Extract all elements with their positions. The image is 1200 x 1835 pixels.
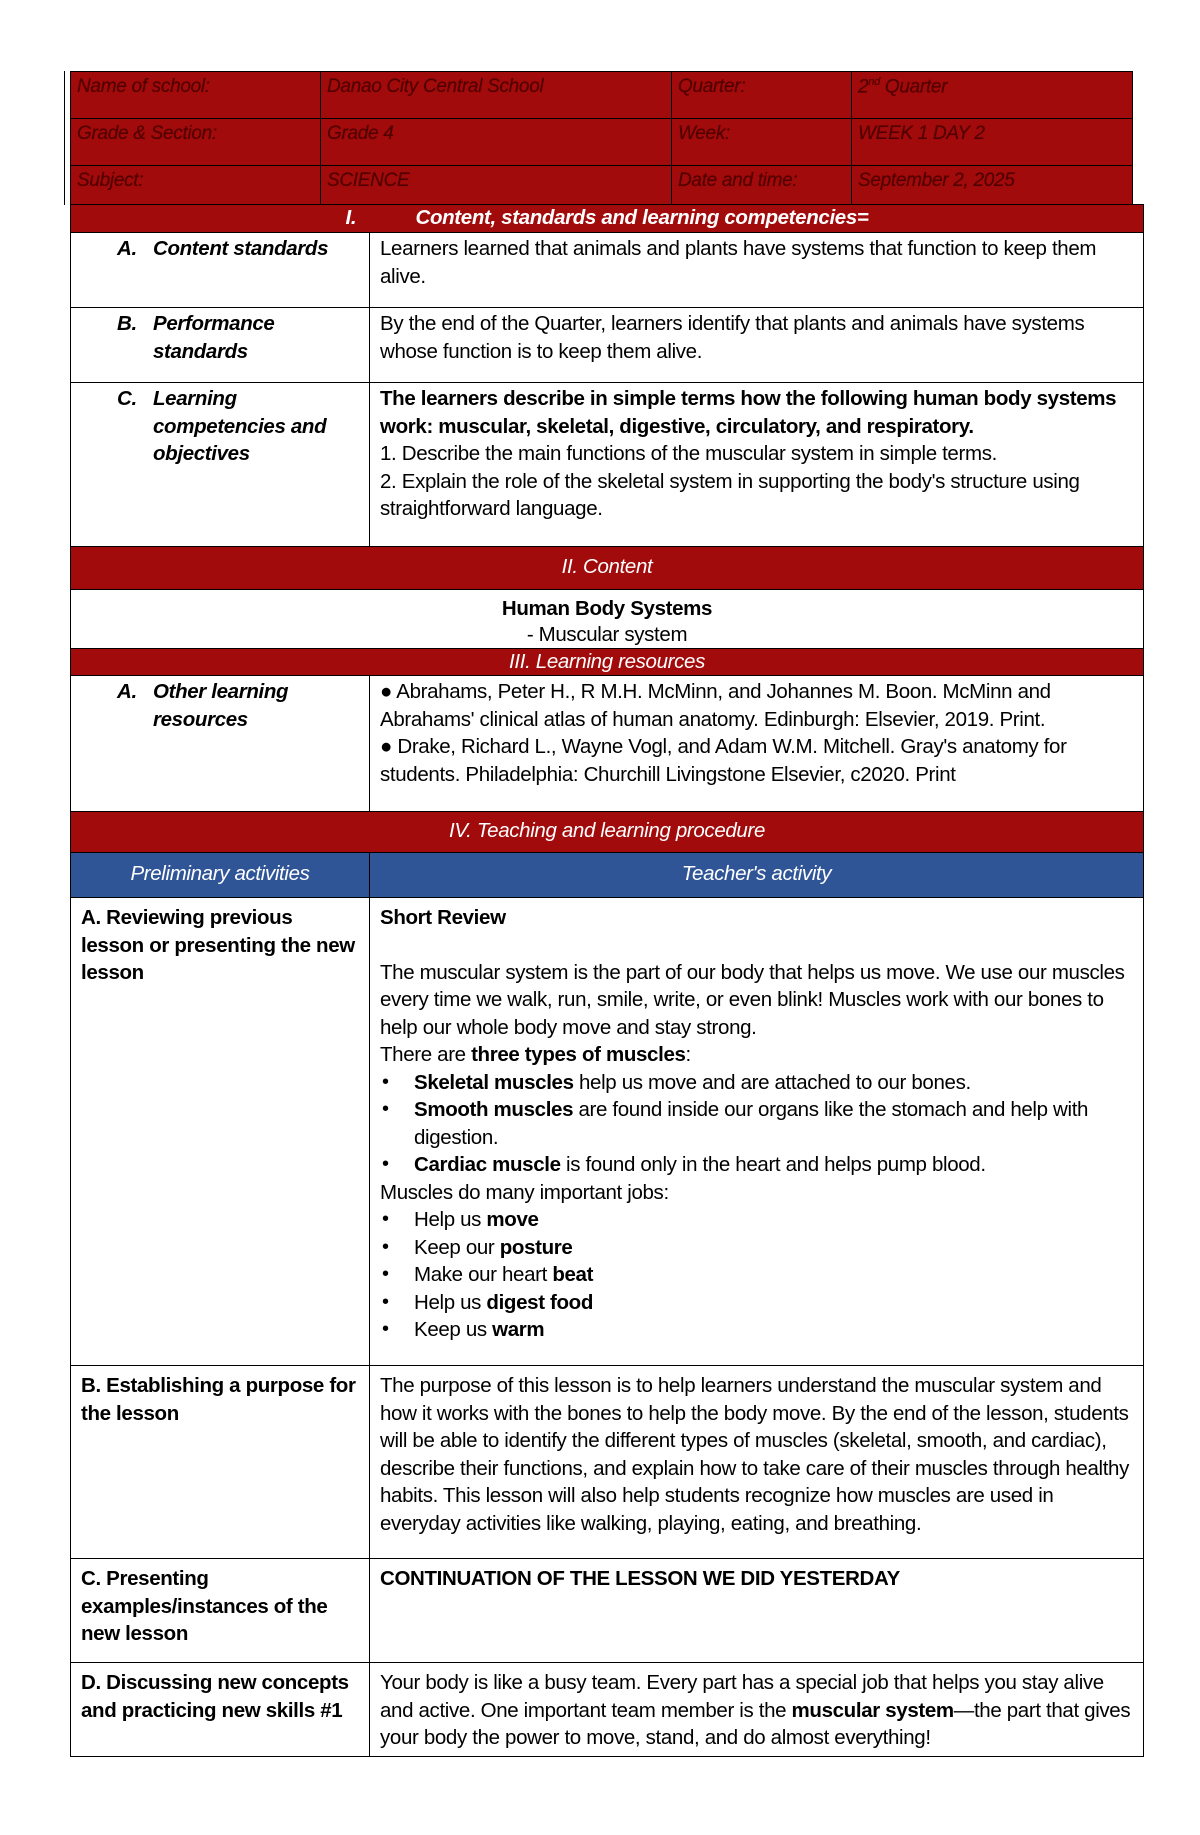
muscle-type-desc: is found only in the heart and helps pump blood. <box>560 1153 986 1176</box>
examples-row <box>71 1559 1144 1663</box>
job-bold: digest food <box>486 1290 594 1314</box>
discussion-bold: muscular system <box>791 1698 954 1722</box>
muscle-types-list <box>380 1069 1133 1179</box>
discussion-row <box>71 1663 1144 1757</box>
objective-1: 1. Describe the main functions of the muscular system in simple terms. <box>380 442 997 465</box>
section-1-title: Content, standards and learning competencies= <box>415 206 869 229</box>
list-item <box>380 1206 1133 1234</box>
list-item <box>380 1096 1133 1151</box>
list-item <box>380 1234 1133 1262</box>
job-pre: Make our heart <box>414 1263 553 1286</box>
job-bold: move <box>486 1208 539 1231</box>
section-4-band <box>71 812 1144 853</box>
job-bold: posture <box>499 1235 573 1259</box>
header-left-border <box>64 71 65 205</box>
quarter-word: Quarter <box>879 76 948 98</box>
types-bold: three types of muscles <box>471 1043 686 1066</box>
row-letter: B. <box>117 312 137 335</box>
content-subtopic: - Muscular system <box>526 623 688 646</box>
types-pre: There are <box>380 1043 472 1066</box>
school-value: Danao City Central School <box>321 72 672 119</box>
competency-statement: The learners describe in simple terms how the following human body systems work: muscular, skeletal, digestive, circulatory, and respiratory. <box>380 387 1117 438</box>
examples-text: CONTINUATION OF THE LESSON WE DID YESTERDAY <box>370 1559 1144 1663</box>
teachers-activity-header: Teacher's activity <box>370 853 1144 898</box>
section-3-band <box>71 649 1144 676</box>
purpose-row <box>71 1366 1144 1559</box>
types-post: : <box>685 1043 691 1066</box>
examples-label: C. Presenting examples/instances of the new lesson <box>71 1559 370 1663</box>
review-paragraph: The muscular system is the part of our body that helps us move. We use our muscles every time we walk, run, smile, write, or even blink! Muscles work with our bones to help our whole body move and stay strong. <box>380 960 1125 1039</box>
content-standards-row <box>71 233 1144 308</box>
week-label: Week: <box>672 119 852 166</box>
resources-label: Other learning resources <box>153 680 289 731</box>
performance-standards-row <box>71 308 1144 383</box>
procedure-header-row <box>71 853 1144 898</box>
list-item <box>380 1261 1133 1289</box>
job-pre: Help us <box>414 1208 487 1231</box>
lesson-plan-table <box>70 204 1144 1757</box>
purpose-text: The purpose of this lesson is to help learners understand the muscular system and how it works with the bones to help the body move. By the end of the lesson, students will be able to identify the different types of muscles (skeletal, smooth, and cardiac), describe their functions, and explain how to take care of their muscles through healthy habits. This lesson will also help students recognize how muscles are used in everyday activities like walking, playing, eating, and breathing. <box>370 1366 1144 1559</box>
row-letter: C. <box>117 387 137 410</box>
quarter-suffix: nd <box>868 76 880 88</box>
header-row-grade <box>71 119 1133 166</box>
section-1-band <box>71 205 1144 233</box>
spacer <box>380 932 1133 959</box>
section-2-title: II. Content <box>71 547 1144 590</box>
content-standards-text: Learners learned that animals and plants have systems that function to keep them alive. <box>370 233 1144 308</box>
competencies-row <box>71 383 1144 547</box>
muscle-type-desc: are found inside our organs like the stomach and help with digestion. <box>414 1098 1089 1149</box>
section-3-title: III. Learning resources <box>71 649 1144 676</box>
reference-1: ● Abrahams, Peter H., R M.H. McMinn, and Johannes M. Boon. McMinn and Abrahams' clinical atlas of human anatomy. Edinburgh: Elsevier, 2019. Print. <box>380 680 1051 731</box>
discussion-post: —the part that gives your body the power to move, stand, and do almost everything! <box>380 1698 1131 1749</box>
muscle-type-name: Skeletal muscles <box>414 1070 574 1094</box>
section-2-band <box>71 547 1144 590</box>
purpose-label: B. Establishing a purpose for the lesson <box>71 1366 370 1559</box>
job-pre: Keep us <box>414 1318 493 1341</box>
job-bold: warm <box>492 1318 545 1341</box>
performance-standards-label: Performance standards <box>153 312 275 363</box>
reference-2: ● Drake, Richard L., Wayne Vogl, and Adam W.M. Mitchell. Gray's anatomy for students. Philadelphia: Churchill Livingstone Elsevier, c2020. Print <box>380 735 1067 786</box>
muscle-type-name: Cardiac muscle <box>414 1153 561 1176</box>
discussion-label: D. Discussing new concepts and practicing new skills #1 <box>71 1663 370 1757</box>
jobs-intro: Muscles do many important jobs: <box>380 1180 669 1204</box>
section-1-numeral: I. <box>345 206 357 229</box>
job-pre: Help us <box>414 1290 487 1314</box>
list-item <box>380 1069 1133 1097</box>
short-review-heading: Short Review <box>380 906 506 929</box>
preliminary-activities-header: Preliminary activities <box>71 853 370 898</box>
list-item <box>380 1151 1133 1179</box>
review-row <box>71 898 1144 1366</box>
header-info-table <box>70 71 1133 213</box>
quarter-number: 2 <box>858 76 869 98</box>
job-pre: Keep our <box>414 1235 500 1259</box>
muscle-type-desc: help us move and are attached to our bones. <box>573 1070 971 1094</box>
review-label: A. Reviewing previous lesson or presenting the new lesson <box>71 898 370 1366</box>
discussion-pre: Your body is like a busy team. Every part has a special job that helps you stay alive and active. One important team member is the <box>380 1671 1104 1722</box>
muscle-jobs-list <box>380 1206 1133 1344</box>
grade-label: Grade & Section: <box>71 119 321 166</box>
quarter-value <box>852 72 1133 119</box>
header-row-school <box>71 72 1133 119</box>
subject-value: SCIENCE <box>321 166 672 213</box>
competencies-label: Learning competencies and objectives <box>153 387 327 465</box>
date-label: Date and time: <box>672 166 852 213</box>
quarter-label: Quarter: <box>672 72 852 119</box>
content-topic: Human Body Systems <box>501 597 713 620</box>
list-item <box>380 1316 1133 1344</box>
list-item <box>380 1289 1133 1317</box>
content-standards-label: Content standards <box>153 237 329 260</box>
grade-value: Grade 4 <box>321 119 672 166</box>
performance-standards-text: By the end of the Quarter, learners identify that plants and animals have systems whose function is to keep them alive. <box>370 308 1144 383</box>
row-letter: A. <box>117 237 137 260</box>
section-4-title: IV. Teaching and learning procedure <box>71 812 1144 853</box>
muscle-type-name: Smooth muscles <box>414 1098 574 1121</box>
resources-row <box>71 676 1144 812</box>
content-topic-row <box>71 590 1144 649</box>
date-value: September 2, 2025 <box>852 166 1133 213</box>
row-letter: A. <box>117 680 137 703</box>
job-bold: beat <box>552 1263 594 1286</box>
week-value: WEEK 1 DAY 2 <box>852 119 1133 166</box>
subject-label: Subject: <box>71 166 321 213</box>
school-label: Name of school: <box>71 72 321 119</box>
muscle-types-intro <box>380 1041 1133 1069</box>
objective-2: 2. Explain the role of the skeletal system in supporting the body's structure using straightforward language. <box>380 469 1080 520</box>
